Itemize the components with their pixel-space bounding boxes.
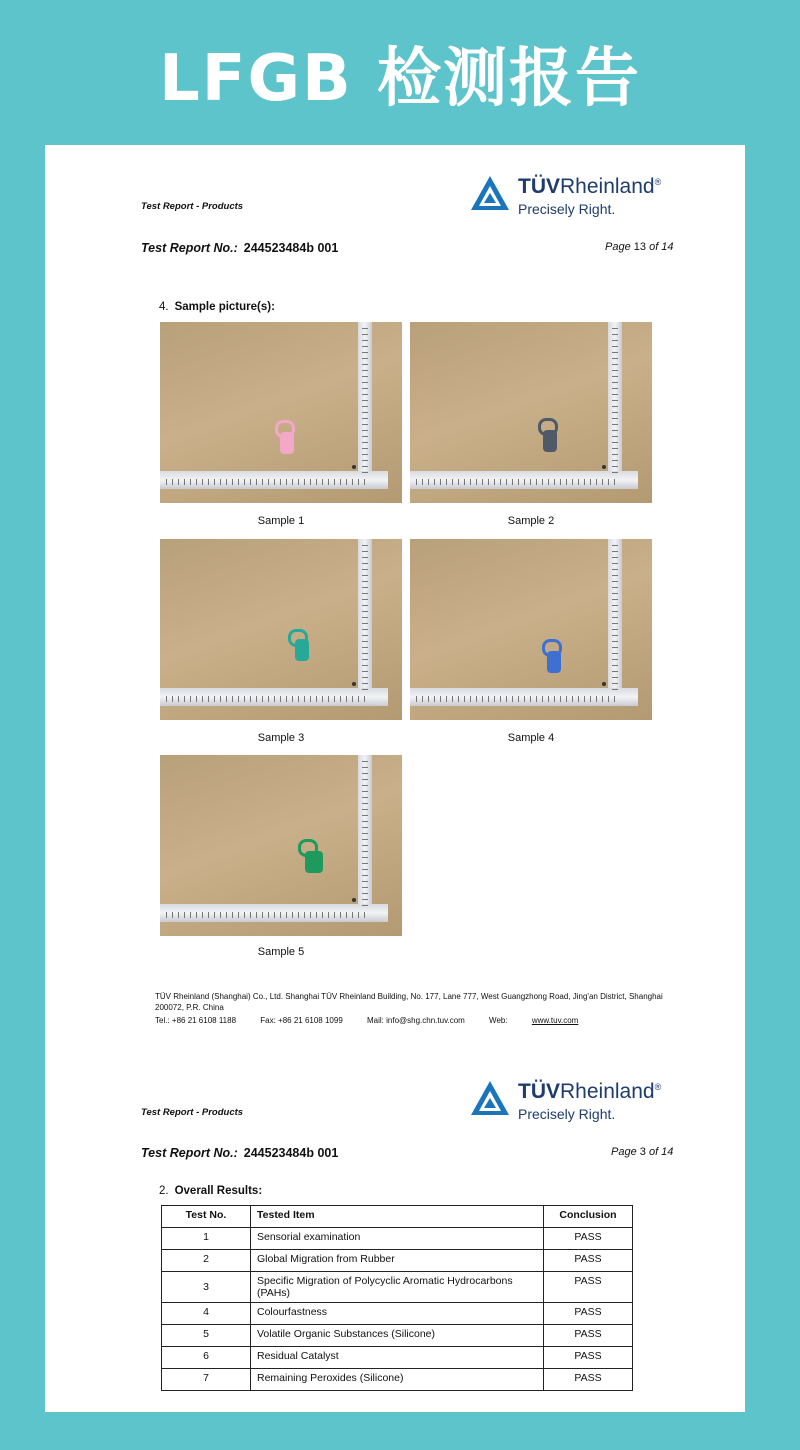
- footer-tel: Tel.: +86 21 6108 1188: [155, 1016, 237, 1025]
- conclusion: PASS: [544, 1250, 633, 1272]
- sample-photo: [410, 539, 652, 720]
- tuv-brand: TÜVRheinland®: [518, 175, 662, 198]
- footer-web: Web: www.tuv.com: [489, 1016, 579, 1025]
- tested-item: Volatile Organic Substances (Silicone): [251, 1325, 544, 1347]
- col-header: Test No.: [162, 1206, 251, 1228]
- tested-item: Global Migration from Rubber: [251, 1250, 544, 1272]
- conclusion: PASS: [544, 1347, 633, 1369]
- test-no: 6: [162, 1347, 251, 1369]
- table-row: [162, 1347, 633, 1369]
- table-header-row: [162, 1206, 633, 1228]
- test-no: 4: [162, 1303, 251, 1325]
- page-indicator: Page 3 of 14: [611, 1146, 674, 1158]
- tuv-tagline: Precisely Right.: [518, 201, 616, 217]
- table-row: [162, 1250, 633, 1272]
- sample-item: [543, 430, 557, 452]
- footer-mail: Mail: info@shg.chn.tuv.com: [367, 1016, 465, 1025]
- table-row: [162, 1228, 633, 1250]
- conclusion: PASS: [544, 1303, 633, 1325]
- sample-caption: Sample 5: [257, 946, 305, 958]
- tested-item: Colourfastness: [251, 1303, 544, 1325]
- table-row: [162, 1325, 633, 1347]
- tested-item: Remaining Peroxides (Silicone): [251, 1369, 544, 1391]
- sample-caption: Sample 2: [507, 515, 555, 527]
- conclusion: PASS: [544, 1325, 633, 1347]
- header-label: Test Report - Products: [141, 201, 244, 212]
- footer-web-link[interactable]: www.tuv.com: [531, 1016, 579, 1025]
- sample-item: [305, 851, 323, 873]
- conclusion: PASS: [544, 1228, 633, 1250]
- table-row: [162, 1303, 633, 1325]
- tuv-triangle-icon: [470, 1080, 510, 1116]
- test-no: 7: [162, 1369, 251, 1391]
- sample-caption: Sample 3: [257, 732, 305, 744]
- tuv-triangle-icon: [470, 175, 510, 211]
- report-page-13: [45, 145, 745, 1035]
- tuv-tagline: Precisely Right.: [518, 1106, 616, 1122]
- tuv-logo: [470, 1078, 710, 1134]
- banner: [0, 0, 800, 145]
- section-heading: 4. Sample picture(s):: [159, 301, 275, 313]
- banner-title: LFGB 检测报告: [158, 41, 642, 116]
- table-row: [162, 1369, 633, 1391]
- sample-item: [280, 432, 294, 454]
- footer-address: TÜV Rheinland (Shanghai) Co., Ltd. Shanghai TÜV Rheinland Building, No. 177, Lane 777, West Guangzhong Road, Jing'an District, Shanghai 200072, P.R. China: [155, 992, 663, 1012]
- sample-item: [547, 651, 561, 673]
- sample-caption: Sample 4: [507, 732, 555, 744]
- tuv-brand: TÜVRheinland®: [518, 1080, 662, 1103]
- test-no: 2: [162, 1250, 251, 1272]
- table-row: [162, 1272, 633, 1303]
- report-number: Test Report No.: 244523484b 001: [141, 1146, 339, 1160]
- col-header: Tested Item: [251, 1206, 544, 1228]
- test-no: 1: [162, 1228, 251, 1250]
- page-indicator: Page 13 of 14: [605, 241, 674, 253]
- conclusion: PASS: [544, 1369, 633, 1391]
- section-heading: 2. Overall Results:: [159, 1185, 263, 1197]
- tuv-logo: [470, 173, 710, 229]
- header-label: Test Report - Products: [141, 1107, 244, 1118]
- report-page-3: [45, 1060, 745, 1412]
- tested-item: Specific Migration of Polycyclic Aromatic Hydrocarbons (PAHs): [251, 1272, 544, 1303]
- tested-item: Sensorial examination: [251, 1228, 544, 1250]
- report-footer: [155, 991, 675, 1026]
- footer-fax: Fax: +86 21 6108 1099: [260, 1016, 343, 1025]
- conclusion: PASS: [544, 1272, 633, 1303]
- sample-photo: [160, 322, 402, 503]
- test-no: 3: [162, 1272, 251, 1303]
- sample-item: [295, 639, 309, 661]
- report-number: Test Report No.: 244523484b 001: [141, 241, 339, 255]
- results-table: [161, 1205, 633, 1391]
- test-no: 5: [162, 1325, 251, 1347]
- report-paper: [45, 145, 745, 1412]
- tested-item: Residual Catalyst: [251, 1347, 544, 1369]
- sample-photo: [160, 755, 402, 936]
- sample-photo: [160, 539, 402, 720]
- col-header: Conclusion: [544, 1206, 633, 1228]
- sample-photo: [410, 322, 652, 503]
- sample-caption: Sample 1: [257, 515, 305, 527]
